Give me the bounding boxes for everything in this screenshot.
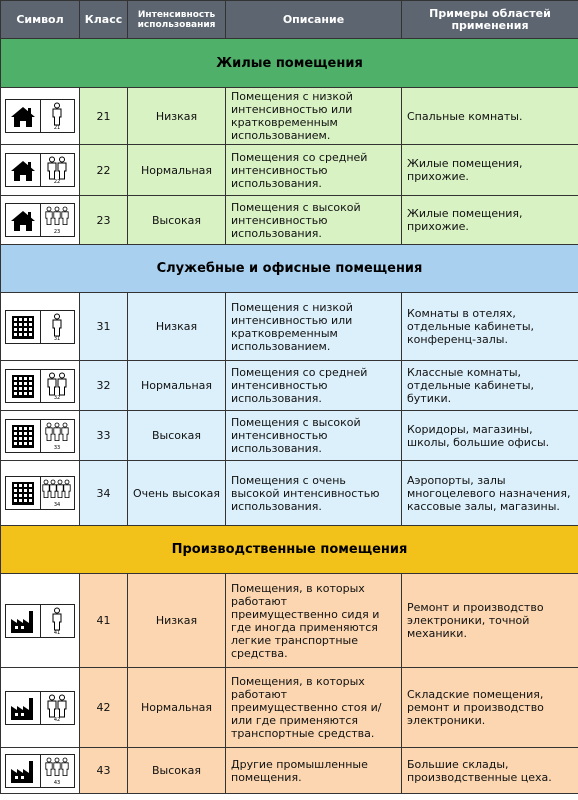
- group-title: Служебные и офисные помещения: [1, 245, 578, 293]
- class-number: 31: [80, 293, 128, 361]
- description: Помещения с низкой интенсивностью или кратковременным использованием.: [226, 293, 402, 361]
- person-icon: [40, 420, 74, 446]
- intensity: Высокая: [128, 748, 226, 794]
- class-pictogram: [5, 604, 75, 638]
- house-icon: [6, 100, 40, 132]
- class-number: 34: [80, 461, 128, 526]
- symbol-class-tag: 21: [53, 125, 61, 131]
- class-pictogram: [5, 419, 75, 453]
- table-row: [1, 293, 578, 361]
- intensity: Высокая: [128, 411, 226, 461]
- intensity: Очень высокая: [128, 461, 226, 526]
- table-row: [1, 196, 578, 245]
- header-examples: Примеры областей применения: [402, 1, 578, 39]
- class-number: 23: [80, 196, 128, 245]
- class-pictogram: [5, 754, 75, 788]
- symbol-class-tag: 31: [53, 335, 61, 342]
- description: Помещения с очень высокой интенсивностью использования.: [226, 461, 402, 526]
- examples: Классные комнаты, отдельные кабинеты, бутики.: [402, 361, 578, 411]
- office-building-icon: [6, 311, 40, 343]
- table-row: [1, 145, 578, 196]
- class-number: 43: [80, 748, 128, 794]
- factory-icon: [6, 692, 40, 724]
- intensity: Нормальная: [128, 668, 226, 748]
- class-pictogram: [5, 153, 75, 187]
- table-header-row: [1, 1, 578, 39]
- class-symbol: [1, 748, 80, 794]
- description: Помещения, в которых работают преимущественно сидя и где иногда применяются легкие транспортные средства.: [226, 574, 402, 668]
- class-symbol: [1, 574, 80, 668]
- intensity: Низкая: [128, 293, 226, 361]
- class-symbol: [1, 88, 80, 145]
- symbol-class-tag: 32: [53, 394, 61, 401]
- examples: Ремонт и производство электроники, точной механики.: [402, 574, 578, 668]
- intensity: Низкая: [128, 88, 226, 145]
- description: Помещения с низкой интенсивностью или кратковременным использованием.: [226, 88, 402, 145]
- header-intensity: Интенсивность использования: [128, 1, 226, 39]
- class-number: 32: [80, 361, 128, 411]
- person-icon: [40, 692, 74, 718]
- symbol-class-tag: 22: [53, 179, 61, 185]
- class-pictogram: [5, 369, 75, 403]
- intensity: Высокая: [128, 196, 226, 245]
- header-class: Класс: [80, 1, 128, 39]
- person-icon: [40, 755, 74, 781]
- person-icon: [40, 204, 74, 230]
- group-title: Жилые помещения: [1, 39, 578, 88]
- group-header-residential: [1, 39, 578, 88]
- person-icon: [40, 100, 74, 126]
- intensity: Нормальная: [128, 361, 226, 411]
- header-symbol: Символ: [1, 1, 80, 39]
- description: Другие промышленные помещения.: [226, 748, 402, 794]
- person-icon: [40, 154, 74, 180]
- description: Помещения с высокой интенсивностью использования.: [226, 411, 402, 461]
- class-number: 21: [80, 88, 128, 145]
- office-building-icon: [6, 420, 40, 452]
- class-number: 33: [80, 411, 128, 461]
- description: Помещения с высокой интенсивностью использования.: [226, 196, 402, 245]
- table-row: [1, 461, 578, 526]
- class-symbol: [1, 361, 80, 411]
- factory-icon: [6, 605, 40, 637]
- class-symbol: [1, 145, 80, 196]
- symbol-class-tag: 42: [53, 716, 61, 723]
- symbol-class-tag: 43: [53, 779, 61, 786]
- class-symbol: [1, 668, 80, 748]
- table-row: [1, 574, 578, 668]
- examples: Большие склады, производственные цеха.: [402, 748, 578, 794]
- group-header-industrial: [1, 526, 578, 574]
- class-symbol: [1, 461, 80, 526]
- person-icon: [40, 311, 74, 337]
- class-symbol: [1, 196, 80, 245]
- description: Помещения со средней интенсивностью использования.: [226, 145, 402, 196]
- symbol-class-tag: 33: [53, 444, 61, 451]
- symbol-class-tag: 23: [53, 229, 61, 235]
- examples: Комнаты в отелях, отдельные кабинеты, конференц-залы.: [402, 293, 578, 361]
- intensity: Низкая: [128, 574, 226, 668]
- examples: Спальные комнаты.: [402, 88, 578, 145]
- class-pictogram: [5, 310, 75, 344]
- house-icon: [6, 204, 40, 236]
- examples: Аэропорты, залы многоцелевого назначения, кассовые залы, магазины.: [402, 461, 578, 526]
- office-building-icon: [6, 370, 40, 402]
- group-title: Производственные помещения: [1, 526, 578, 574]
- class-number: 22: [80, 145, 128, 196]
- examples: Коридоры, магазины, школы, большие офисы.: [402, 411, 578, 461]
- table-row: [1, 411, 578, 461]
- symbol-class-tag: 34: [53, 502, 61, 508]
- class-number: 42: [80, 668, 128, 748]
- intensity: Нормальная: [128, 145, 226, 196]
- table-row: [1, 88, 578, 145]
- person-icon: [40, 605, 74, 631]
- class-number: 41: [80, 574, 128, 668]
- symbol-class-tag: 41: [53, 629, 61, 636]
- examples: Жилые помещения, прихожие.: [402, 196, 578, 245]
- table-row: [1, 668, 578, 748]
- person-icon: [40, 477, 74, 503]
- table-row: [1, 361, 578, 411]
- class-pictogram: [5, 99, 75, 133]
- examples: Складские помещения, ремонт и производство электроники.: [402, 668, 578, 748]
- header-description: Описание: [226, 1, 402, 39]
- description: Помещения, в которых работают преимущественно стоя и/или где применяются транспортные средства.: [226, 668, 402, 748]
- class-pictogram: [5, 691, 75, 725]
- description: Помещения со средней интенсивностью использования.: [226, 361, 402, 411]
- class-symbol: [1, 411, 80, 461]
- office-building-icon: [6, 477, 40, 509]
- factory-icon: [6, 755, 40, 787]
- class-pictogram: [5, 203, 75, 237]
- table-row: [1, 748, 578, 794]
- class-pictogram: [5, 476, 75, 510]
- examples: Жилые помещения, прихожие.: [402, 145, 578, 196]
- house-icon: [6, 154, 40, 186]
- group-header-office: [1, 245, 578, 293]
- class-symbol: [1, 293, 80, 361]
- person-icon: [40, 370, 74, 396]
